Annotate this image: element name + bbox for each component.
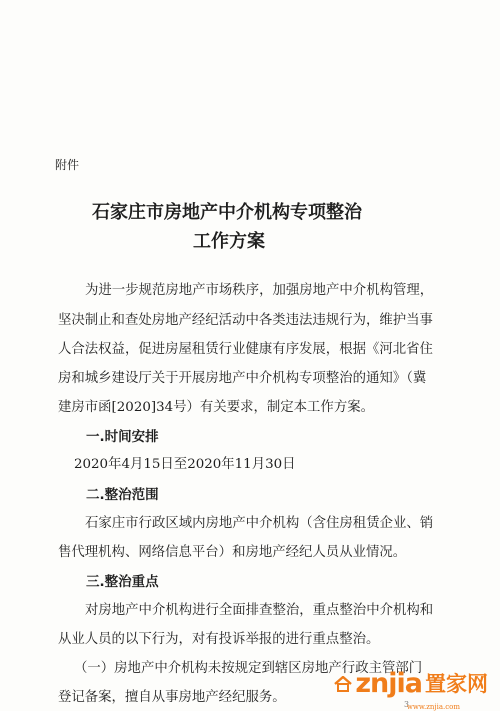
watermark-latin: znjia [355, 668, 422, 699]
intro-line: 人合法权益，促进房屋租赁行业健康有序发展，根据《河北省住 [58, 342, 433, 357]
page-number: 3 [404, 700, 410, 709]
house-icon [333, 676, 353, 692]
watermark-chinese: 置家网 [425, 672, 488, 696]
scope-line: 石家庄市行政区域内房地产中介机构（含住房租赁企业、销 [85, 516, 434, 531]
intro-line: 房和城乡建设厅关于开展房地产中介机构专项整治的通知》（冀 [58, 371, 427, 386]
item-1-line: 登记备案，擅自从事房地产经纪服务。 [58, 690, 286, 705]
item-1-line: （一）房地产中介机构未按规定到辖区房地产行政主管部门 [74, 661, 423, 676]
section-heading-focus: 三.整治重点 [86, 574, 159, 590]
focus-line: 从业人员的以下行为，对有投诉举报的进行重点整治。 [58, 632, 380, 647]
intro-line: 建房市函[2020]34号）有关要求，制定本工作方案。 [58, 400, 374, 415]
focus-line: 对房地产中介机构进行全面排查整治，重点整治中介机构和 [85, 603, 434, 618]
schedule-text: 2020年4月15日至2020年11月30日 [74, 457, 296, 472]
section-heading-scope: 二.整治范围 [86, 487, 159, 503]
intro-line: 坚决制止和查处房地产经纪活动中各类违法违规行为，维护当事 [58, 313, 433, 328]
scope-line: 售代理机构、网络信息平台）和房地产经纪人员从业情况。 [58, 545, 407, 560]
site-watermark [333, 669, 488, 699]
watermark-url: www.znjia.com [406, 703, 460, 711]
attachment-label: 附件 [55, 158, 80, 172]
section-heading-schedule: 一.时间安排 [86, 429, 159, 445]
document-title-line-2: 工作方案 [193, 231, 265, 252]
document-title-line-1: 石家庄市房地产中介机构专项整治 [92, 202, 362, 223]
intro-line: 为进一步规范房地产市场秩序，加强房地产中介机构管理， [85, 283, 434, 298]
